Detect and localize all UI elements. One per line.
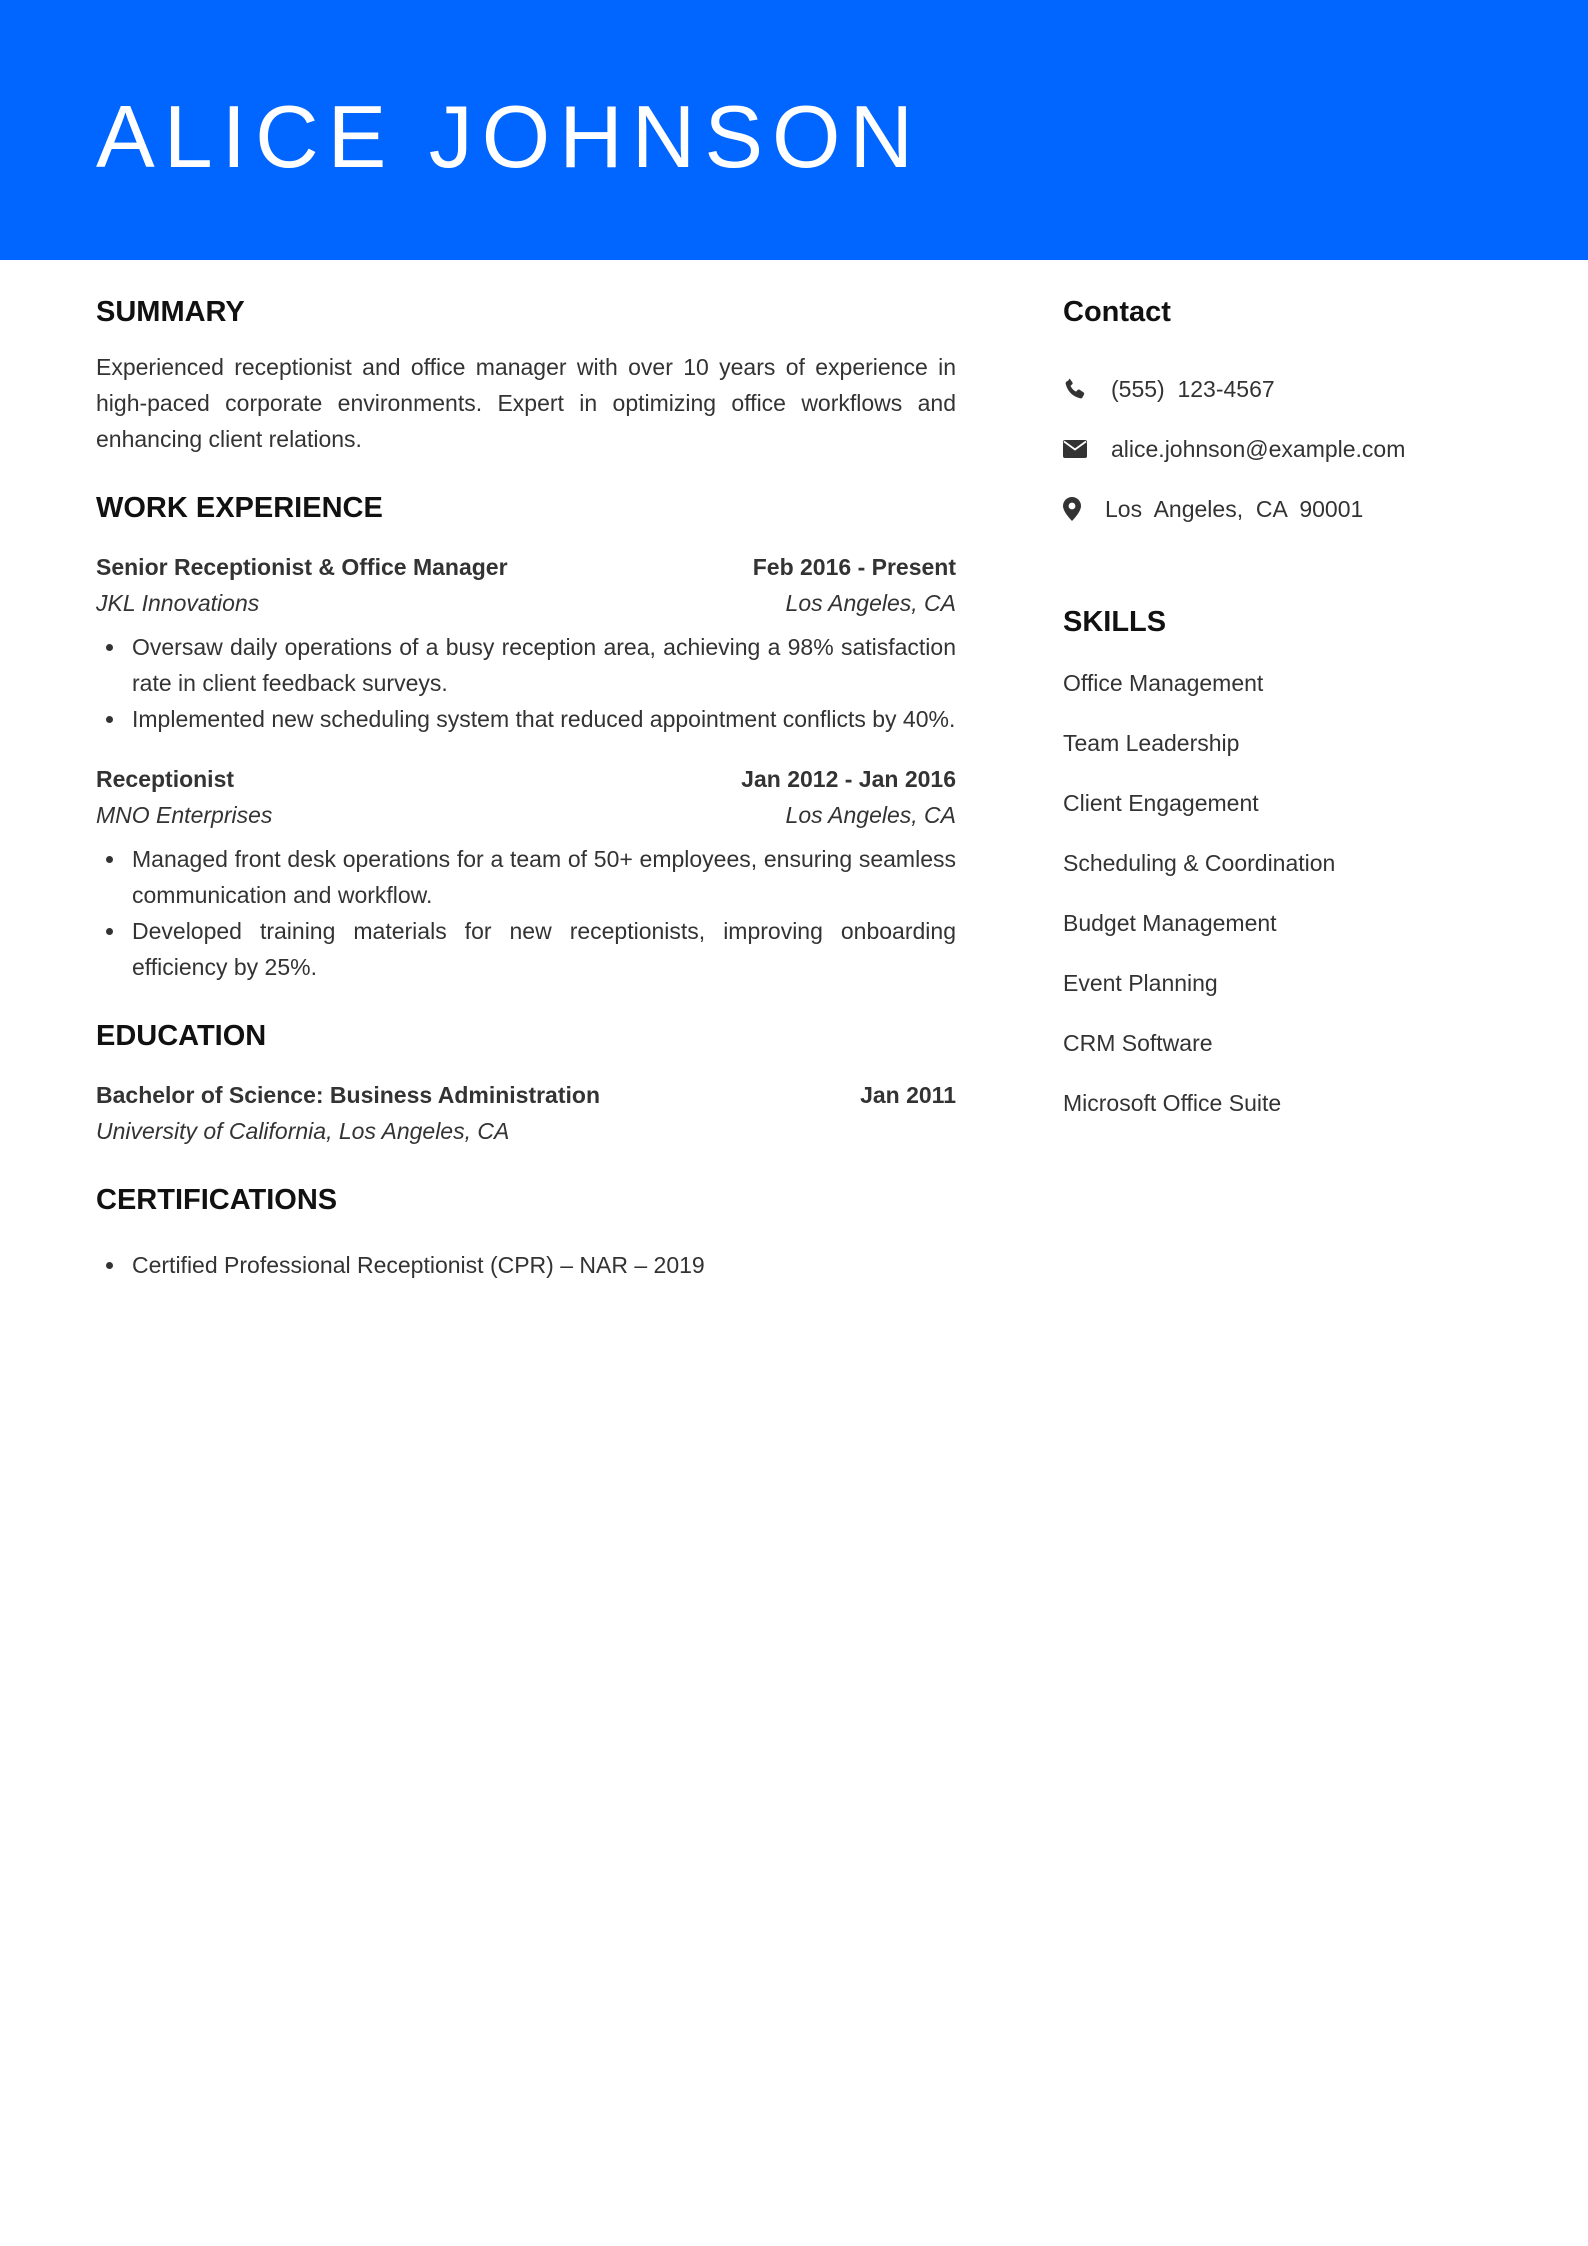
education-date: Jan 2011 xyxy=(860,1082,956,1108)
sidebar xyxy=(1063,285,1503,1133)
certification-text: Certified Professional Receptionist (CPR) – NAR – 2019 xyxy=(132,1252,705,1278)
contact-section xyxy=(1063,285,1503,539)
education-section xyxy=(96,1009,956,1149)
skills-section xyxy=(1063,595,1503,1133)
skills-list xyxy=(1063,653,1503,1133)
certifications-section xyxy=(96,1173,956,1283)
summary-heading: SUMMARY xyxy=(96,296,245,328)
main-column xyxy=(96,285,956,1283)
contact-email xyxy=(1063,419,1503,479)
job-bullets xyxy=(96,629,956,737)
phone-icon xyxy=(1063,374,1111,404)
list-item: CRM Software xyxy=(1063,1030,1213,1056)
bullet-text: Implemented new scheduling system that reduced appointment conflicts by 40%. xyxy=(132,706,956,732)
contact-phone xyxy=(1063,359,1503,419)
job-dates: Feb 2016 - Present xyxy=(752,554,956,580)
list-item: Budget Management xyxy=(1063,910,1277,936)
list-item xyxy=(96,701,956,737)
job-company: JKL Innovations xyxy=(96,590,260,616)
job-bullets xyxy=(96,841,956,985)
job-entry xyxy=(96,761,956,985)
bullet-text: Oversaw daily operations of a busy reception area, achieving a 98% satisfaction rate in client feedback surveys. xyxy=(132,634,956,696)
list-item: Event Planning xyxy=(1063,970,1218,996)
candidate-name: ALICE JOHNSON xyxy=(96,87,923,186)
work-experience-section xyxy=(96,481,956,985)
contact-location xyxy=(1063,479,1503,539)
email-text: alice.johnson@example.com xyxy=(1111,435,1406,462)
location-text: Los Angeles, CA 90001 xyxy=(1105,495,1364,522)
certifications-heading: CERTIFICATIONS xyxy=(96,1184,338,1216)
skills-heading: SKILLS xyxy=(1063,606,1167,638)
job-title: Receptionist xyxy=(96,766,235,792)
job-dates: Jan 2012 - Jan 2016 xyxy=(741,766,956,792)
school: University of California, Los Angeles, CA xyxy=(96,1118,510,1144)
job-location: Los Angeles, CA xyxy=(785,590,956,616)
list-item xyxy=(96,841,956,913)
contact-heading: Contact xyxy=(1063,296,1171,328)
phone-text: (555) 123-4567 xyxy=(1111,375,1275,402)
bullet-text: Developed training materials for new receptionists, improving onboarding efficiency by 25%. xyxy=(132,918,956,980)
job-entry xyxy=(96,549,956,737)
list-item: Client Engagement xyxy=(1063,790,1259,816)
list-item: Scheduling & Coordination xyxy=(1063,850,1336,876)
education-heading: EDUCATION xyxy=(96,1020,267,1052)
work-experience-heading: WORK EXPERIENCE xyxy=(96,492,383,524)
certifications-list xyxy=(96,1247,956,1283)
job-company: MNO Enterprises xyxy=(96,802,273,828)
list-item xyxy=(96,913,956,985)
list-item xyxy=(96,1247,956,1283)
list-item: Office Management xyxy=(1063,670,1264,696)
degree: Bachelor of Science: Business Administration xyxy=(96,1082,600,1108)
map-pin-icon xyxy=(1063,494,1105,524)
summary-section xyxy=(96,285,956,457)
list-item: Team Leadership xyxy=(1063,730,1240,756)
envelope-icon xyxy=(1063,434,1111,464)
list-item: Microsoft Office Suite xyxy=(1063,1090,1282,1116)
list-item xyxy=(96,629,956,701)
summary-text: Experienced receptionist and office manager with over 10 years of experience in high-paced corporate environments. Expert in optimizing office workflows and enhancing client relations. xyxy=(96,354,956,452)
header-band xyxy=(0,0,1588,260)
job-title: Senior Receptionist & Office Manager xyxy=(96,554,508,580)
job-location: Los Angeles, CA xyxy=(785,802,956,828)
bullet-text: Managed front desk operations for a team of 50+ employees, ensuring seamless communication and workflow. xyxy=(132,846,956,908)
